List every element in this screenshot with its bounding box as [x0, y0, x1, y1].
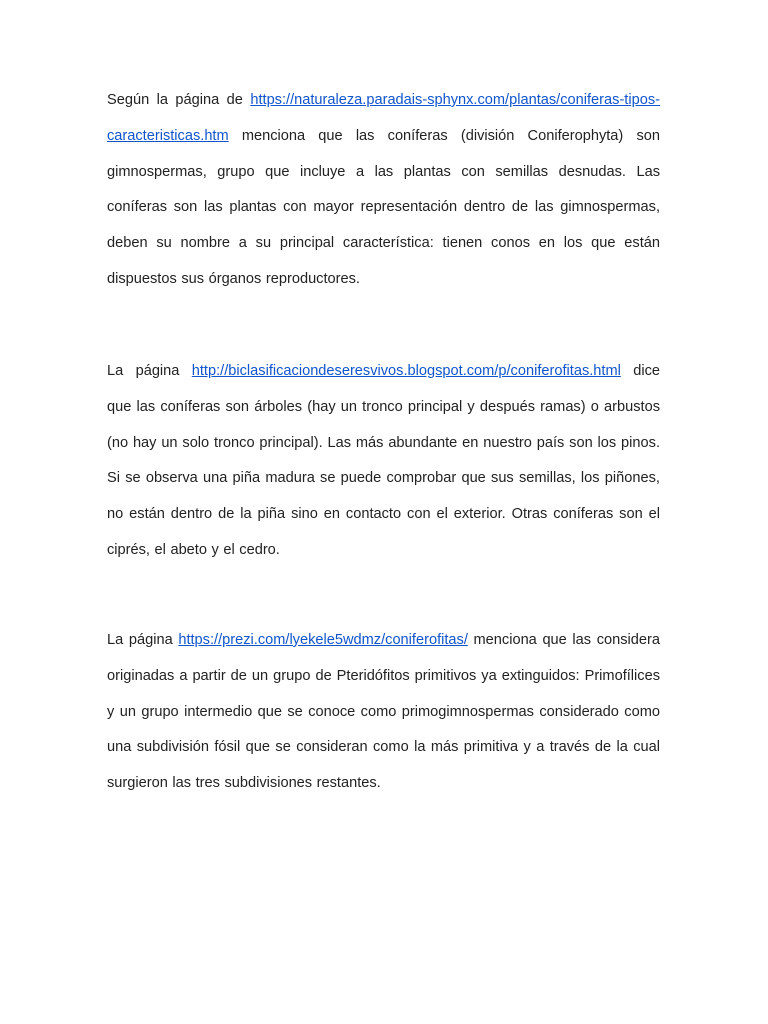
paragraph-body-text: dice que las coníferas son árboles (hay un tronco principal y después ramas) o arbustos (no hay un solo tronco principal). Las más abundante en nuestro país son los pinos. Si se observa una piña madura se puede comprobar que sus semillas, los piñones, no están dentro de la piña sino en contacto con el exterior. Otras coníferas son el ciprés, el abeto y el cedro. — [107, 363, 660, 558]
prezi-link[interactable]: https://prezi.com/lyekele5wdmz/coniferofitas/ — [178, 632, 468, 648]
blogspot-link[interactable]: http://biclasificaciondeseresvivos.blogspot.com/p/coniferofitas.html — [191, 363, 621, 379]
paragraph-body-text: menciona que las coníferas (división Coniferophyta) son gimnospermas, grupo que incluye a las plantas con semillas desnudas. Las coníferas son las plantas con mayor representación dentro de las gimnospermas, deben su nombre a su principal característica: tienen conos en los que están dispuestos sus órganos reproductores. — [107, 127, 660, 287]
paragraph-blogspot-source — [107, 354, 660, 569]
naturaleza-link[interactable]: https://naturaleza.paradais-sphynx.com/plantas/coniferas-tipos-caracteristicas.htm — [107, 92, 660, 144]
paragraph-prezi-source — [107, 623, 660, 802]
paragraph-naturaleza-source — [107, 83, 660, 298]
paragraph-intro-text: Según la página de — [107, 92, 251, 108]
paragraph-body-text: menciona que las considera originadas a partir de un grupo de Pteridófitos primitivos ya extinguidos: Primofílices y un grupo intermedio que se conoce como primogimnospermas considerado como una subdivisión fósil que se consideran como la más primitiva y a través de la cual surgieron las tres subdivisiones restantes. — [107, 632, 660, 792]
paragraph-intro-text: La página — [107, 363, 192, 379]
paragraph-intro-text: La página — [107, 632, 179, 648]
